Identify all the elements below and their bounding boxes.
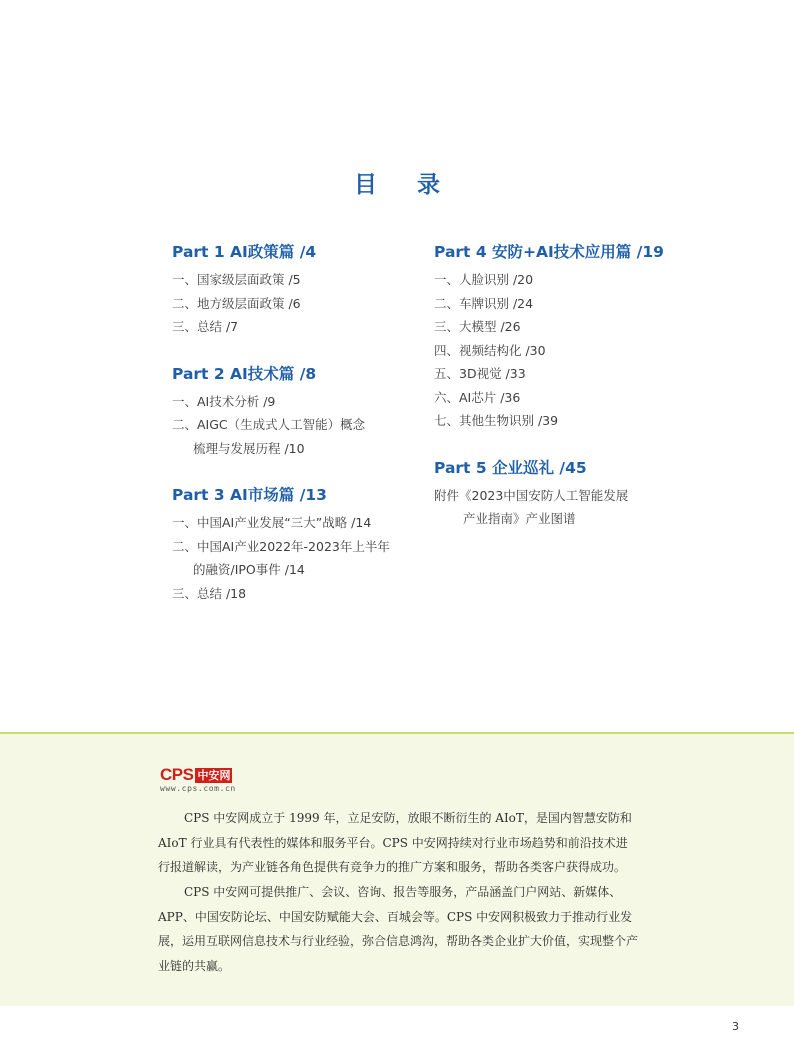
logo-url: www.cps.com.cn xyxy=(160,784,236,793)
toc-entry[interactable]: 二、车牌识别 /24 xyxy=(434,295,534,311)
toc-part-title[interactable]: Part 2 AI技术篇 /8 xyxy=(172,364,317,383)
toc-entry[interactable]: 四、视频结构化 /30 xyxy=(434,342,546,358)
toc-entry[interactable]: 六、AI芯片 /36 xyxy=(434,389,521,405)
toc-entry[interactable]: 五、3D视觉 /33 xyxy=(434,366,526,381)
toc-entry[interactable]: 一、人脸识别 /20 xyxy=(434,272,534,287)
toc-entry[interactable]: 三、总结 /7 xyxy=(172,319,239,334)
about-paragraph: CPS 中安网成立于 1999 年，立足安防，放眼不断衍生的 AIoT，是国内智慧安防和 AIoT 行业具有代表性的媒体和服务平台。CPS 中安网持续对行业市场趋势和前沿技术进行报道解读，为产业链各角色提供有竞争力的推广方案和服务，帮助各类客户获得成功。 xyxy=(158,811,632,874)
toc-part xyxy=(172,362,422,461)
toc-entry[interactable]: 二、中国AI产业2022年-2023年上半年 的融资/IPO事件 /14 xyxy=(172,538,390,577)
page-number: 3 xyxy=(732,1020,739,1033)
toc-entry[interactable]: 三、总结 /18 xyxy=(172,585,247,601)
toc-part xyxy=(172,483,422,605)
about-section xyxy=(0,734,794,1006)
toc-entry[interactable]: 三、大模型 /26 xyxy=(434,319,521,334)
toc-entry[interactable]: 七、其他生物识别 /39 xyxy=(434,413,559,428)
toc-right-column xyxy=(434,240,734,554)
toc-part xyxy=(434,240,734,433)
toc-left-column xyxy=(172,240,422,628)
toc-part-title[interactable]: Part 5 企业巡礼 /45 xyxy=(434,458,587,477)
toc-entry[interactable]: 附件《2023中国安防人工智能发展 产业指南》产业图谱 xyxy=(434,487,629,526)
toc-part xyxy=(434,456,734,531)
toc-entry[interactable]: 一、中国AI产业发展“三大”战略 /14 xyxy=(172,515,372,530)
toc-entry[interactable]: 一、AI技术分析 /9 xyxy=(172,393,276,409)
toc-part-title[interactable]: Part 1 AI政策篇 /4 xyxy=(172,243,317,261)
toc-entry[interactable]: 一、国家级层面政策 /5 xyxy=(172,272,301,287)
toc-title: 目 录 xyxy=(353,172,456,198)
toc-entry[interactable]: 二、AIGC（生成式人工智能）概念 梳理与发展历程 /10 xyxy=(172,417,366,456)
logo-cn-name: 中安网 xyxy=(197,768,231,782)
toc-part-title[interactable]: Part 4 安防+AI技术应用篇 /19 xyxy=(434,243,664,261)
logo-brand: CPS xyxy=(160,765,194,784)
toc-part xyxy=(172,240,422,339)
toc-part-title[interactable]: Part 3 AI市场篇 /13 xyxy=(172,486,327,504)
toc-entry[interactable]: 二、地方级层面政策 /6 xyxy=(172,295,301,311)
about-paragraph: CPS 中安网可提供推广、会议、咨询、报告等服务，产品涵盖门户网站、新媒体、APP、中国安防论坛、中国安防赋能大会、百城会等。CPS 中安网积极致力于推动行业发展，运用互联网信息技术与行业经验，弥合信息鸿沟，帮助各类企业扩大价值，实现整个产业链的共赢。 xyxy=(158,885,639,973)
cps-logo xyxy=(160,766,250,792)
